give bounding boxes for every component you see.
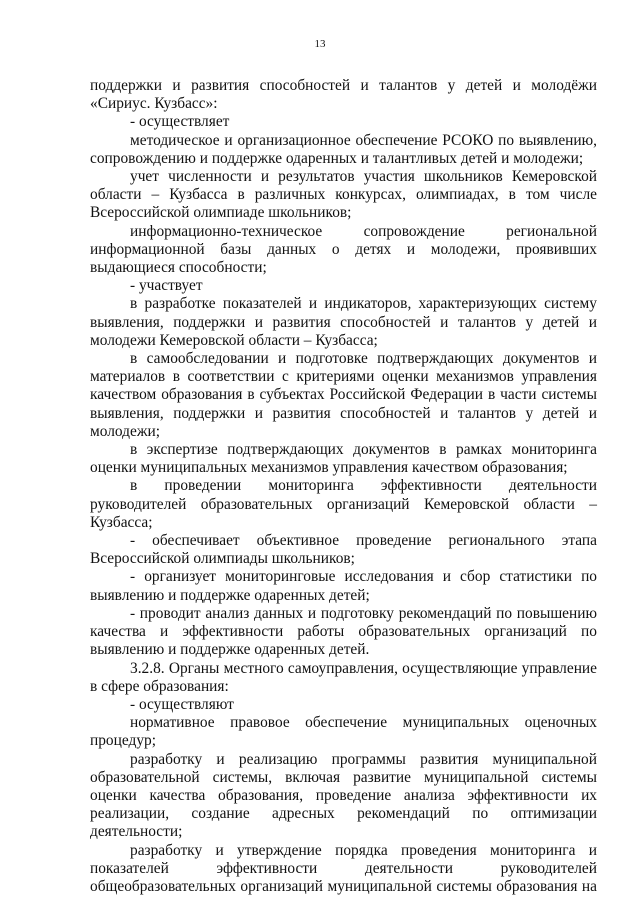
paragraph-17: разработку и реализацию программы развития муниципальной образовательной системы, включая развитие муниципальной системы оценки качества образования, проведение анализа эффективности их реализации, создание адресных рекомендаций по оптимизации деятельности; [90,750,597,841]
paragraph-2: - осуществляет [130,113,230,131]
paragraph-18: разработку и утверждение порядка проведения мониторинга и показателей эффективности деятельности руководителей общеобразовательных организаций муниципальной системы образования на [90,841,597,895]
paragraph-12: - организует мониторинговые исследования и сбор статистики по выявлению и поддержке одаренных детей; [90,568,597,604]
page-number: 13 [314,38,326,50]
paragraph-5: информационно-техническое сопровождение региональной информационной базы данных о детях и молодежи, проявивших выдающиеся способности; [90,222,597,277]
paragraph-7: в разработке показателей и индикаторов, характеризующих систему выявления, поддержки и развития способностей и талантов у детей и молодежи Кемеровской области – Кузбасса; [90,295,597,349]
paragraph-11: - обеспечивает объективное проведение регионального этапа Всероссийской олимпиады школьников; [90,532,597,568]
paragraph-13: - проводит анализ данных и подготовку рекомендаций по повышению качества и эффективности работы образовательных организаций по выявлению и поддержке одаренных детей. [90,604,597,659]
paragraph-3: методическое и организационное обеспечение РСОКО по выявлению, сопровождению и поддержке одаренных и талантливых детей и молодежи; [90,131,597,167]
document-body [90,77,597,896]
paragraph-4: учет численности и результатов участия школьников Кемеровской области – Кузбасса в различных конкурсах, олимпиадах, в том числе Всероссийской олимпиаде школьников; [90,168,597,222]
paragraph-16: нормативное правовое обеспечение муниципальных оценочных процедур; [90,714,597,750]
paragraph-14: 3.2.8. Органы местного самоуправления, осуществляющие управление в сфере образования: [90,659,597,695]
paragraph-9: в экспертизе подтверждающих документов в рамках мониторинга оценки муниципальных механизмов управления качеством образования; [90,441,597,477]
paragraph-15: - осуществляют [130,695,234,713]
paragraph-8: в самообследовании и подготовке подтверждающих документов и материалов в соответствии с критериями оценки механизмов управления качеством образования в субъектах Российской Федерации в части системы выявления, поддержки и развития способностей и талантов у детей и молодежи; [90,350,597,440]
paragraph-1: поддержки и развития способностей и талантов у детей и молодёжи «Сириус. Кузбасс»: [90,77,597,113]
paragraph-6: - участвует [130,277,203,295]
paragraph-10: в проведении мониторинга эффективности деятельности руководителей образовательных организаций Кемеровской области – Кузбасса; [90,477,597,531]
